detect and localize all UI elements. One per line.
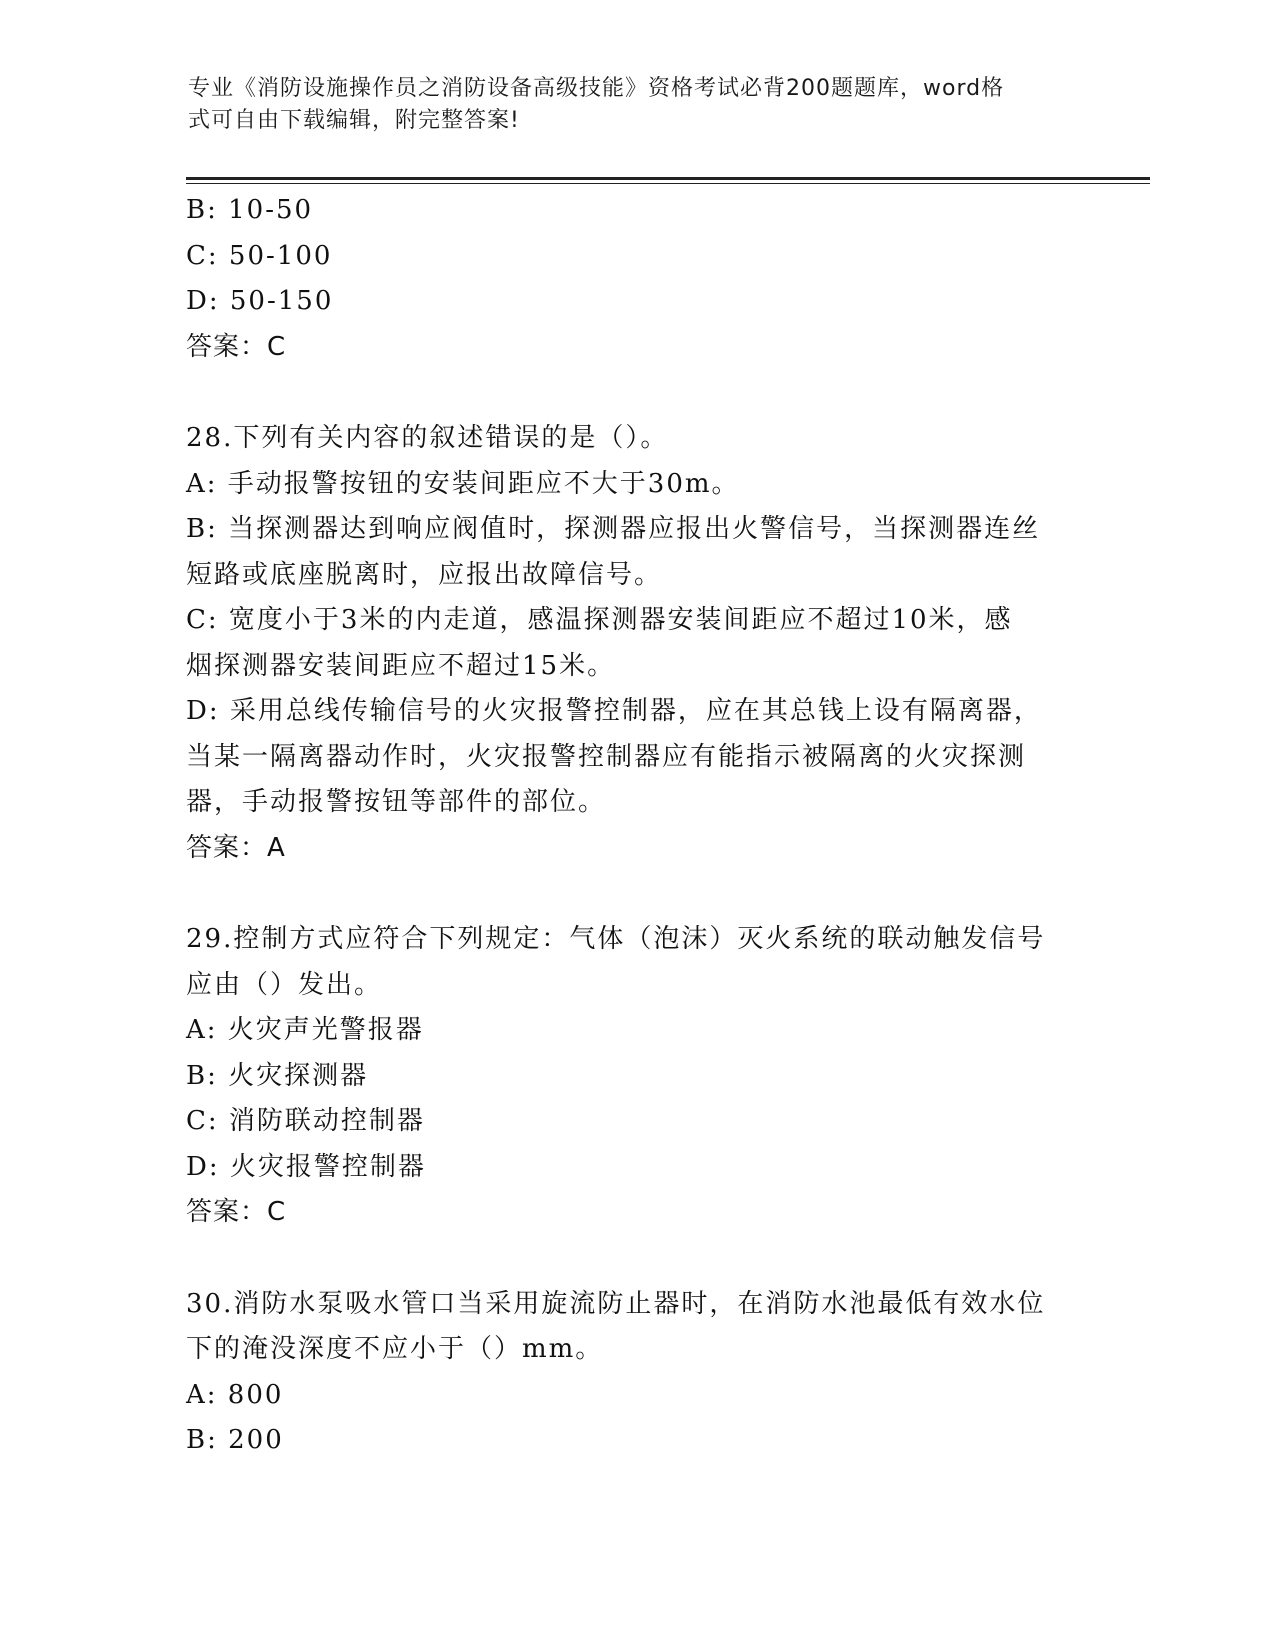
question-block-30 bbox=[186, 1282, 1086, 1464]
option-d: D: 采用总线传输信号的火灾报警控制器，应在其总钱上设有隔离器， bbox=[186, 696, 1042, 726]
option-c: C: 消防联动控制器 bbox=[186, 1106, 425, 1136]
question-list bbox=[186, 188, 1086, 1464]
header-rule-thick bbox=[186, 177, 1150, 180]
answer-line: 答案：C bbox=[186, 1197, 287, 1227]
option-d-continued: 当某一隔离器动作时，火灾报警控制器应有能指示被隔离的火灾探测 bbox=[186, 741, 1027, 772]
option-a: A: 800 bbox=[186, 1379, 284, 1410]
header-line-2: 式可自由下载编辑，附完整答案! bbox=[188, 108, 520, 133]
option-a: A: 火灾声光警报器 bbox=[186, 1015, 424, 1045]
option-b: B: 200 bbox=[186, 1425, 284, 1455]
question-text: 28.下列有关内容的叙述错误的是（）。 bbox=[186, 423, 669, 453]
header-rule-thin bbox=[186, 183, 1150, 184]
question-text-continued: 应由（）发出。 bbox=[186, 969, 383, 1000]
option-c: C: 宽度小于3米的内走道，感温探测器安装间距应不超过10米，感 bbox=[186, 605, 1013, 635]
answer-line: 答案：A bbox=[186, 832, 286, 863]
document-header bbox=[188, 73, 1068, 137]
option-a: A: 手动报警按钮的安装间距应不大于30m。 bbox=[186, 468, 740, 499]
option-b: B: 10-50 bbox=[186, 195, 314, 225]
answer-line: 答案：C bbox=[186, 331, 287, 362]
question-text: 29.控制方式应符合下列规定：气体（泡沫）灭火系统的联动触发信号 bbox=[186, 924, 1046, 954]
option-b-continued: 短路或底座脱离时，应报出故障信号。 bbox=[186, 559, 663, 590]
spacer bbox=[186, 370, 1086, 416]
option-b: B: 火灾探测器 bbox=[186, 1060, 369, 1091]
spacer bbox=[186, 1236, 1086, 1282]
option-c: C: 50-100 bbox=[186, 240, 333, 271]
question-block-28 bbox=[186, 416, 1086, 871]
question-block-27 bbox=[186, 188, 1086, 370]
option-d: D: 火灾报警控制器 bbox=[186, 1151, 426, 1182]
header-line-1: 专业《消防设施操作员之消防设备高级技能》资格考试必背200题题库，word格 bbox=[188, 76, 1005, 101]
question-text: 30.消防水泵吸水管口当采用旋流防止器时，在消防水池最低有效水位 bbox=[186, 1288, 1046, 1319]
option-d: D: 50-150 bbox=[186, 286, 334, 316]
option-c-continued: 烟探测器安装间距应不超过15米。 bbox=[186, 650, 616, 681]
option-d-continued: 器，手动报警按钮等部件的部位。 bbox=[186, 787, 607, 817]
option-b: B: 当探测器达到响应阀值时，探测器应报出火警信号，当探测器连丝 bbox=[186, 514, 1041, 544]
spacer bbox=[186, 871, 1086, 917]
question-text-continued: 下的淹没深度不应小于（）mm。 bbox=[186, 1334, 604, 1364]
question-block-29 bbox=[186, 917, 1086, 1236]
